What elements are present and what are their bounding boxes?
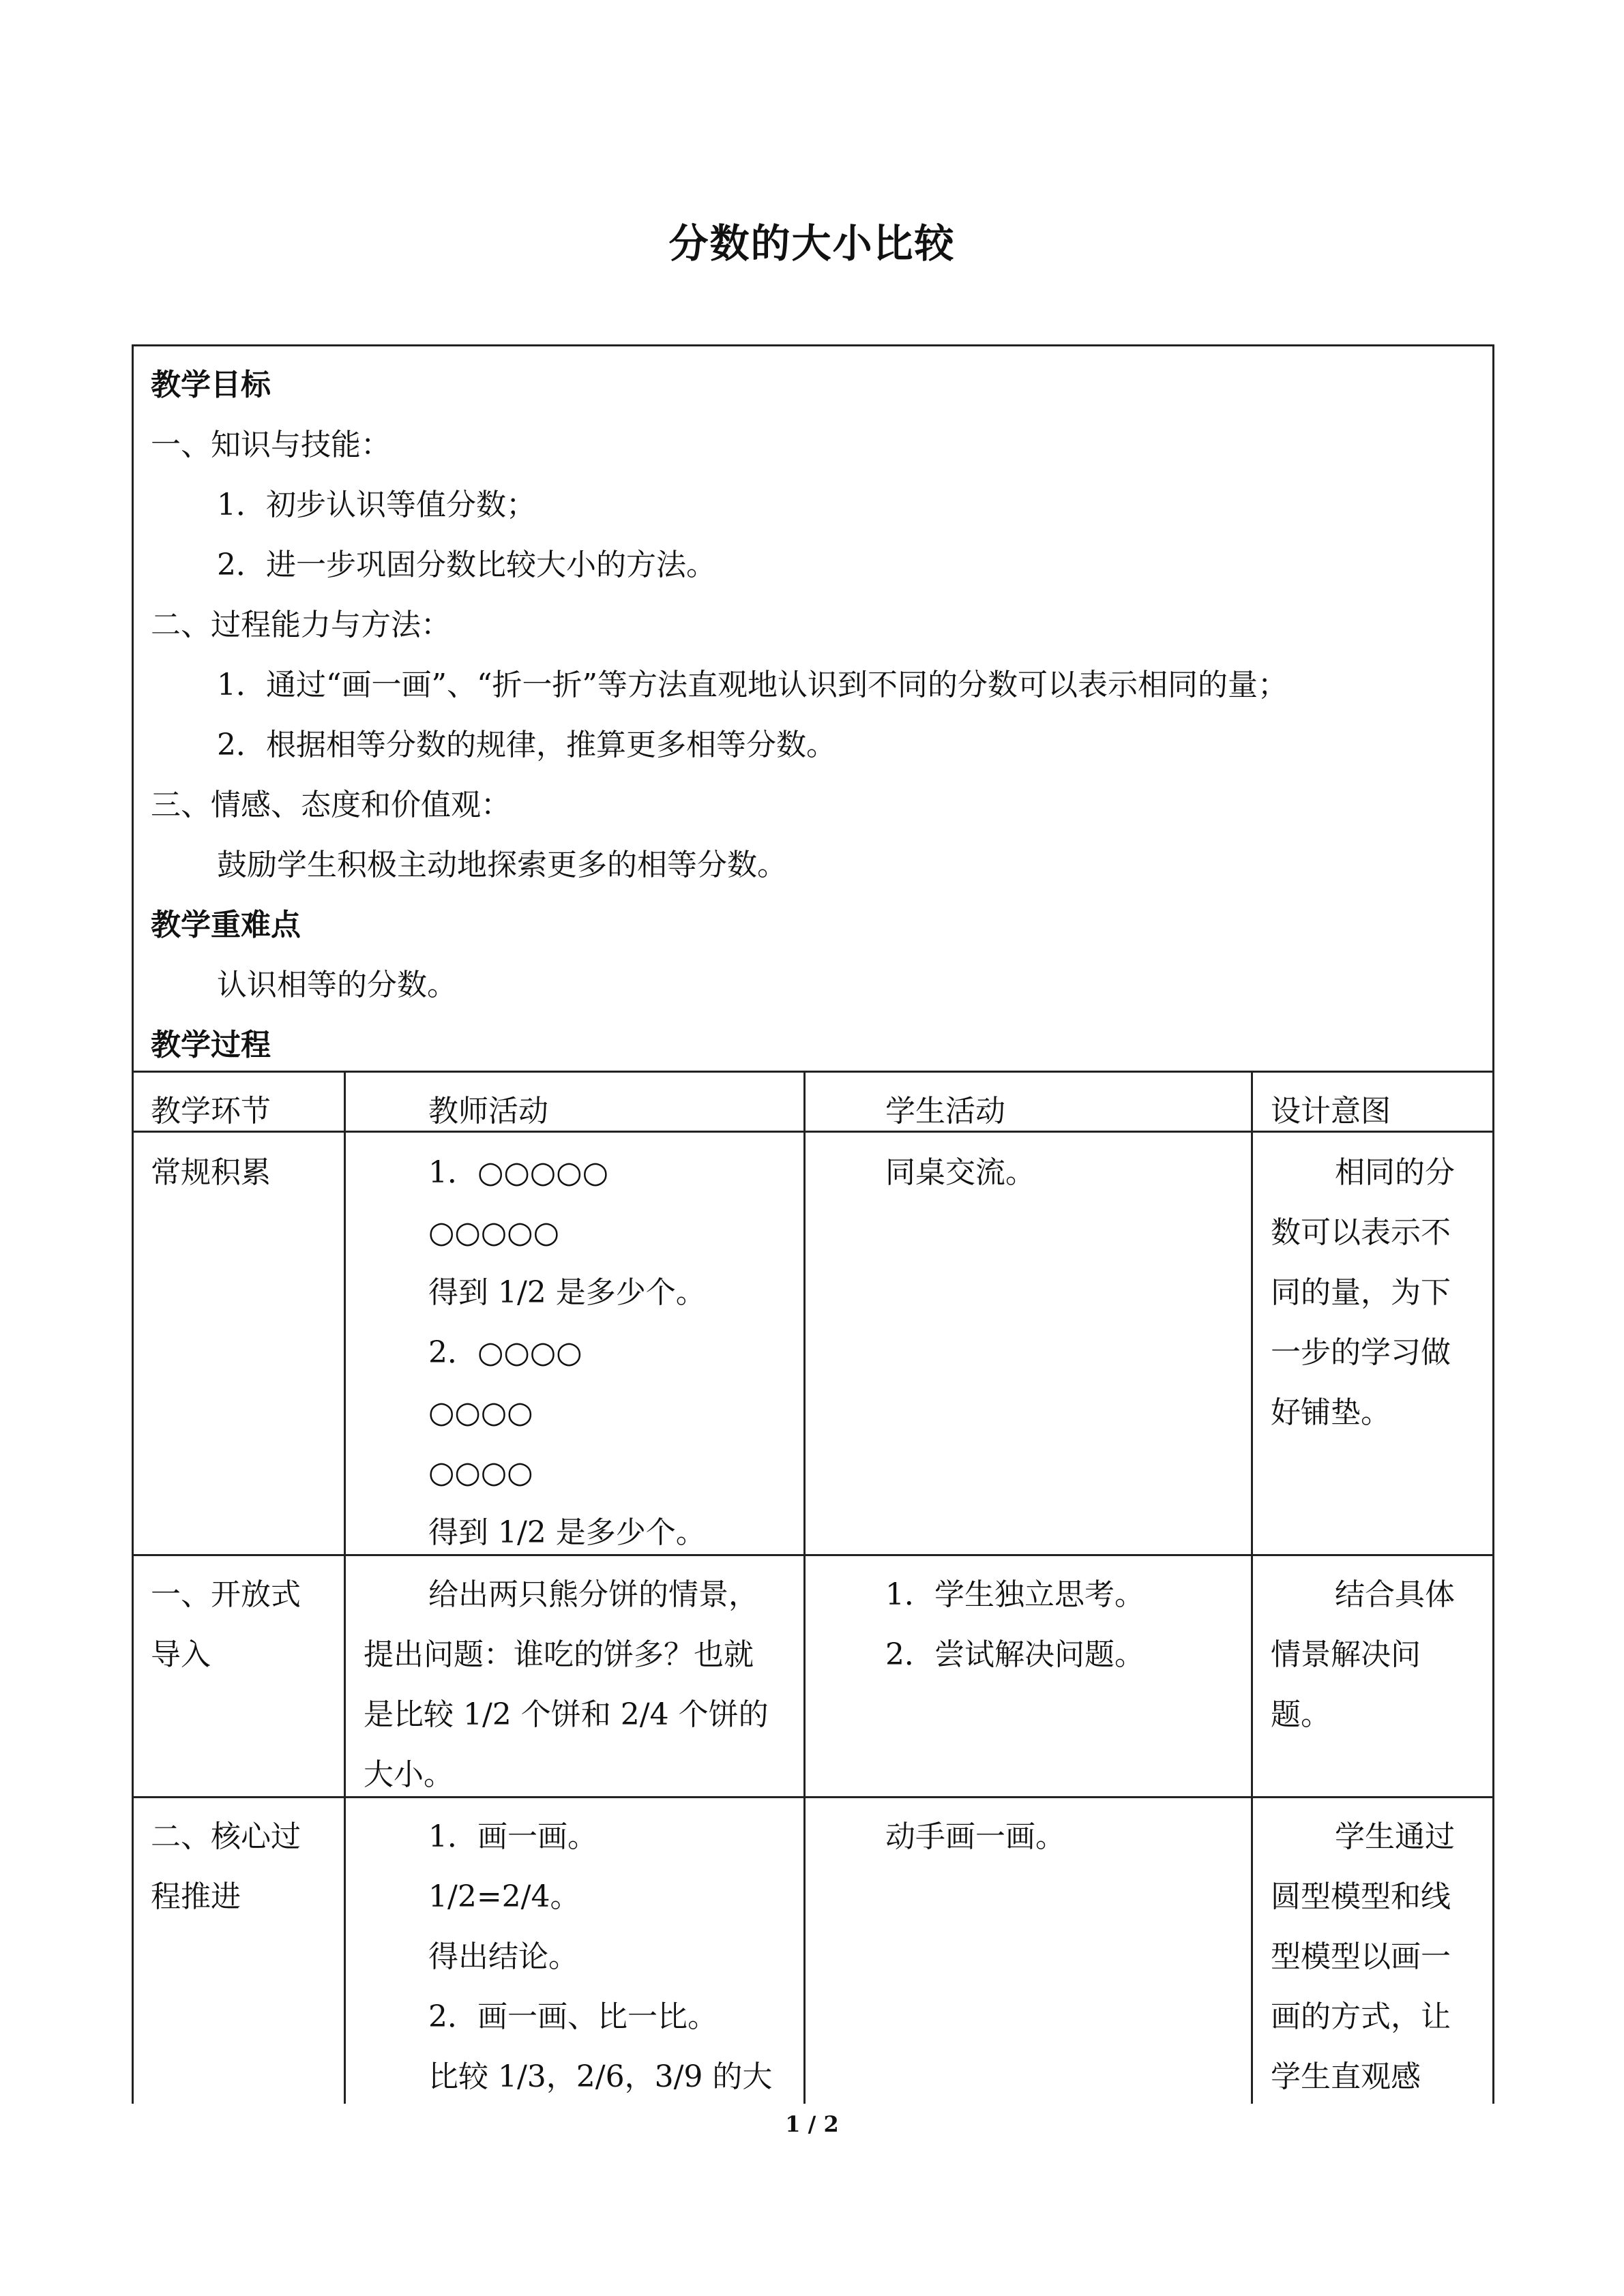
design-intent-line: 学生直观感 [1271, 2059, 1421, 2094]
column-divider [1251, 1071, 1253, 2104]
teacher-activity-line: ○○○○ [428, 1395, 533, 1430]
section-3-title: 三、情感、态度和价值观： [151, 788, 511, 822]
teacher-activity-line: 得到 1/2 是多少个。 [428, 1515, 706, 1550]
teacher-activity-line: 得出结论。 [428, 1939, 578, 1974]
design-intent-line: 相同的分 [1335, 1155, 1455, 1190]
design-intent-line: 圆型模型和线 [1271, 1879, 1451, 1914]
stage-cell: 程推进 [151, 1879, 241, 1914]
design-intent-line: 情景解决问 [1271, 1637, 1421, 1672]
stage-cell: 二、核心过 [151, 1819, 301, 1854]
column-divider [344, 1071, 346, 2104]
stage-cell: 常规积累 [151, 1155, 271, 1190]
section-3-text: 鼓励学生积极主动地探索更多的相等分数。 [217, 848, 787, 882]
teacher-activity-line: ○○○○○ [428, 1215, 559, 1250]
table-rule [132, 1796, 1494, 1798]
design-intent-line: 型模型以画一 [1271, 1939, 1451, 1974]
page-title: 分数的大小比较 [668, 220, 956, 267]
section-2-title: 二、过程能力与方法： [151, 608, 451, 642]
design-intent-line: 数可以表示不 [1271, 1215, 1451, 1250]
design-intent-line: 结合具体 [1335, 1577, 1455, 1612]
section-1-item: 2．进一步巩固分数比较大小的方法。 [217, 548, 716, 582]
teacher-activity-line: 1/2=2/4。 [428, 1879, 580, 1914]
page-number: 1 / 2 [785, 2111, 839, 2137]
key-points-heading: 教学重难点 [151, 908, 301, 942]
teacher-activity-line: 1．画一画。 [428, 1819, 597, 1854]
student-activity-line: 同桌交流。 [885, 1155, 1035, 1190]
teacher-activity-line: 提出问题：谁吃的饼多？也就 [364, 1637, 754, 1672]
design-intent-line: 一步的学习做 [1271, 1335, 1451, 1370]
design-intent-line: 同的量，为下 [1271, 1275, 1451, 1310]
objectives-heading: 教学目标 [151, 368, 271, 402]
teacher-activity-line: 得到 1/2 是多少个。 [428, 1275, 706, 1310]
table-rule [132, 1554, 1494, 1556]
section-1-item: 1．初步认识等值分数； [217, 488, 536, 522]
student-activity-line: 2．尝试解决问题。 [885, 1637, 1145, 1672]
design-intent-line: 好铺垫。 [1271, 1395, 1391, 1430]
design-intent-line: 学生通过 [1335, 1819, 1455, 1854]
student-activity-line: 1．学生独立思考。 [885, 1577, 1145, 1612]
key-points-text: 认识相等的分数。 [217, 968, 457, 1002]
stage-cell: 一、开放式 [151, 1577, 301, 1612]
teacher-activity-line: 2．○○○○ [428, 1335, 582, 1370]
teacher-activity-line: 比较 1/3，2/6，3/9 的大 [428, 2059, 773, 2094]
column-header: 学生活动 [885, 1094, 1005, 1129]
design-intent-line: 画的方式，让 [1271, 1999, 1451, 2034]
teacher-activity-line: 给出两只熊分饼的情景， [428, 1577, 758, 1612]
section-1-title: 一、知识与技能： [151, 428, 391, 462]
section-2-item: 1．通过“画一画”、“折一折”等方法直观地认识到不同的分数可以表示相同的量； [217, 668, 1288, 702]
table-rule [132, 1071, 1494, 1073]
design-intent-line: 题。 [1271, 1697, 1331, 1732]
column-header: 设计意图 [1271, 1094, 1391, 1129]
student-activity-line: 动手画一画。 [885, 1819, 1065, 1854]
teacher-activity-line: 是比较 1/2 个饼和 2/4 个饼的 [364, 1697, 769, 1732]
teacher-activity-line: 1．○○○○○ [428, 1155, 608, 1190]
column-header: 教学环节 [151, 1094, 271, 1129]
teacher-activity-line: 大小。 [364, 1757, 454, 1792]
process-heading: 教学过程 [151, 1028, 271, 1062]
column-divider [803, 1071, 806, 2104]
teacher-activity-line: ○○○○ [428, 1455, 533, 1490]
column-header: 教师活动 [428, 1094, 548, 1129]
teacher-activity-line: 2．画一画、比一比。 [428, 1999, 718, 2034]
stage-cell: 导入 [151, 1637, 211, 1672]
section-2-item: 2．根据相等分数的规律，推算更多相等分数。 [217, 728, 836, 762]
